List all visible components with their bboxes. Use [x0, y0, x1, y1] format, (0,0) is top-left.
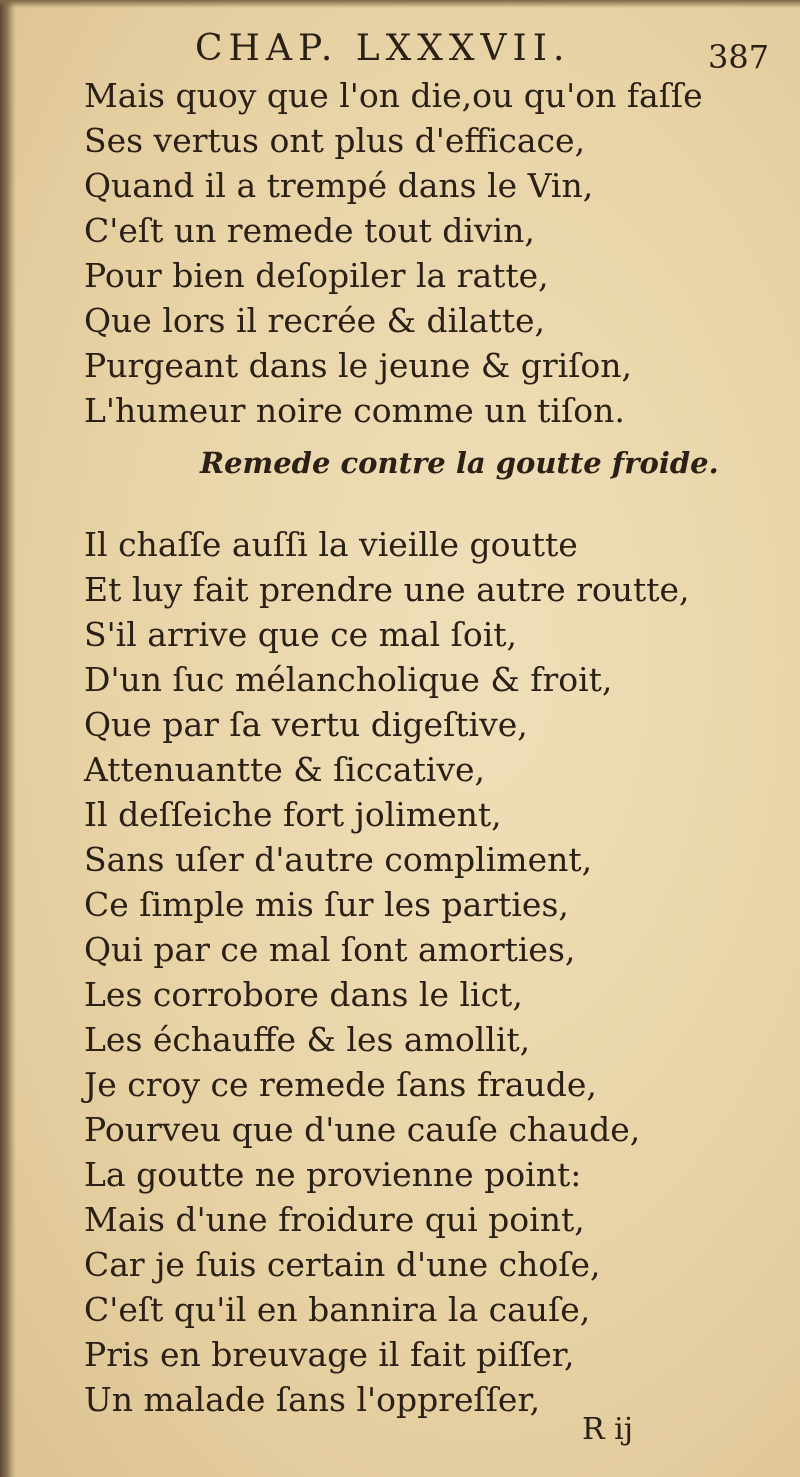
book-spine-shadow: [0, 0, 16, 1477]
page-top-edge: [0, 0, 800, 8]
verse-line: Les échauffe & les amollit,: [84, 1020, 531, 1059]
verse-line: Je croy ce remede ſans fraude,: [84, 1065, 597, 1104]
section-subheading: Remede contre la goutte froide.: [200, 446, 719, 480]
verse-line: Que par ſa vertu digeſtive,: [84, 705, 528, 744]
verse-line: Il deſſeiche fort joliment,: [84, 795, 502, 834]
verse-line: Pris en breuvage il fait piſſer,: [84, 1335, 575, 1374]
stanza-second: [84, 522, 764, 1422]
verse-line: Et luy fait prendre une autre routte,: [84, 570, 690, 609]
verse-line: Attenuantte & ſiccative,: [84, 750, 486, 789]
verse-line: Les corrobore dans le lict,: [84, 975, 523, 1014]
verse-line: Pour bien deſopiler la ratte,: [84, 256, 549, 295]
verse-line: Un malade ſans l'oppreſſer,: [84, 1380, 541, 1419]
verse-line: Ses vertus ont plus d'efficace,: [84, 121, 586, 160]
verse-line: Ce ſimple mis ſur les parties,: [84, 885, 569, 924]
verse-line: Car je ſuis certain d'une choſe,: [84, 1245, 601, 1284]
verse-line: Purgeant dans le jeune & griſon,: [84, 346, 633, 385]
verse-line: Mais d'une froidure qui point,: [84, 1200, 585, 1239]
verse-line: S'il arrive que ce mal ſoit,: [84, 615, 518, 654]
verse-line: La goutte ne provienne point:: [84, 1155, 582, 1194]
signature-mark: R ij: [582, 1412, 634, 1447]
running-title: CHAP. LXXXVII.: [195, 28, 571, 69]
verse-line: Sans uſer d'autre compliment,: [84, 840, 593, 879]
verse-line: D'un ſuc mélancholique & froit,: [84, 660, 613, 699]
verse-line: Il chaſſe auſſi la vieille goutte: [84, 525, 578, 564]
verse-line: Pourveu que d'une cauſe chaude,: [84, 1110, 641, 1149]
verse-line: Mais quoy que l'on die,ou qu'on faſſe: [84, 76, 703, 115]
stanza-first: [84, 73, 764, 433]
verse-line: L'humeur noire comme un tiſon.: [84, 391, 625, 430]
verse-line: C'eſt un remede tout divin,: [84, 211, 535, 250]
verse-line: C'eſt qu'il en bannira la cauſe,: [84, 1290, 591, 1329]
verse-line: Que lors il recrée & dilatte,: [84, 301, 545, 340]
verse-line: Qui par ce mal ſont amorties,: [84, 930, 576, 969]
page-number: 387: [708, 38, 770, 76]
verse-line: Quand il a trempé dans le Vin,: [84, 166, 594, 205]
